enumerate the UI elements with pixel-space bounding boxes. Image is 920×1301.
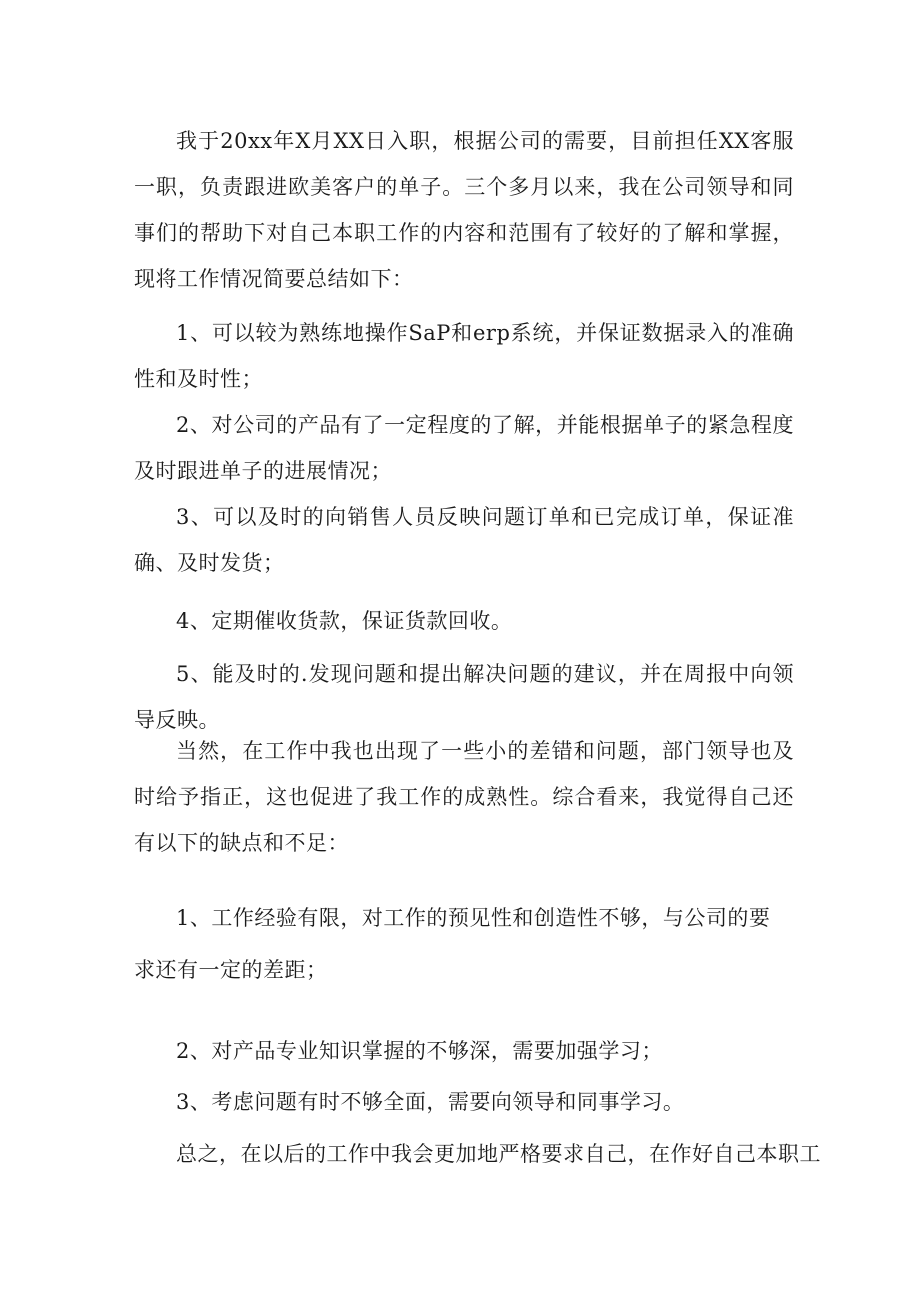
shortcoming-item-3: 3、考虑问题有时不够全面，需要向领导和同事学习。 [176,1090,685,1114]
achievement-item-1: 1、可以较为熟练地操作SaP和erp系统，并保证数据录入的准确性和及时性； [134,321,794,391]
achievement-item-4: 4、定期催收货款，保证货款回收。 [176,609,513,633]
shortcoming-item-1-line-1: 1、工作经验有限，对工作的预见性和创造性不够，与公司的要 [176,906,771,930]
conclusion-paragraph: 总之，在以后的工作中我会更加地严格要求自己，在作好自己本职工 [176,1142,821,1166]
shortcoming-item-2: 2、对产品专业知识掌握的不够深，需要加强学习； [176,1039,663,1063]
achievement-item-5: 5、能及时的.发现问题和提出解决问题的建议，并在周报中向领导反映。 [134,662,794,732]
transition-paragraph: 当然，在工作中我也出现了一些小的差错和问题，部门领导也及时给予指正，这也促进了我工作的成熟性。综合看来，我觉得自己还有以下的缺点和不足： [134,739,794,855]
achievement-item-2: 2、对公司的产品有了一定程度的了解，并能根据单子的紧急程度及时跟进单子的进展情况； [134,413,794,483]
intro-paragraph: 我于20xx年X月XX日入职，根据公司的需要，目前担任XX客服一职，负责跟进欧美客户的单子。三个多月以来，我在公司领导和同事们的帮助下对自己本职工作的内容和范围有了较好的了解和掌握，现将工作情况简要总结如下： [134,129,794,291]
achievement-item-3: 3、可以及时的向销售人员反映问题订单和已完成订单，保证准确、及时发货； [134,505,794,575]
shortcoming-item-1-line-2: 求还有一定的差距； [134,958,328,982]
